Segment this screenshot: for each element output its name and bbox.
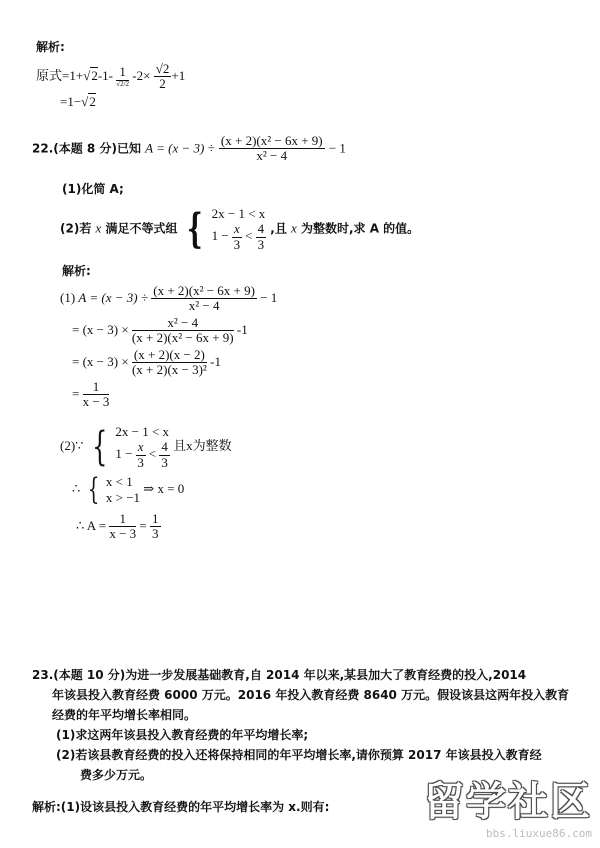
q23-sub2b: 费多少万元。 [80, 768, 153, 782]
sol22-p2-pre: (2)∵ [60, 437, 84, 453]
sol22-p4-a: ∴ A = [76, 517, 107, 533]
watermark-logo: 留学社区 [424, 779, 592, 825]
sol22-label: 解析: [62, 264, 91, 278]
prev-l1-prefix: 原式 [36, 67, 63, 83]
sol22-s4-frac [83, 380, 110, 410]
q22-p2-a: (2)若 [60, 221, 92, 236]
q22-stem [32, 134, 346, 164]
sol22-s2-tail: -1 [236, 321, 248, 337]
prev-l1-frac2 [154, 62, 172, 92]
prev-l2-sqrt: 2 [89, 94, 96, 109]
q23-line1: 23.(本题 10 分)为进一步发展基础教育,自 2014 年以来,某县加大了教育经费的投入,2014 [32, 668, 527, 682]
prev-l1-frac-den: √2/2 [116, 79, 130, 88]
prev-l1-e: +1 [171, 67, 186, 83]
sol22-part2 [60, 424, 232, 470]
q22-system [212, 206, 266, 252]
sol22-p2-frac1 [136, 440, 146, 470]
prev-l1-frac2-den: 2 [159, 76, 166, 92]
sol22-p2-sys2-a: 1 − [115, 446, 133, 462]
q22-part2 [60, 206, 419, 252]
sol22-p3-sys2: x > −1 [105, 490, 141, 506]
sol22-part3 [72, 474, 184, 507]
sol22-s2-a: = (x − 3) × [72, 321, 129, 337]
sol22-p2-system [115, 424, 169, 470]
sol22-s3-a: = (x − 3) × [72, 353, 129, 369]
sol22-s4-den: x − 3 [82, 394, 110, 410]
q22-p2-c: ,且 [270, 221, 287, 236]
q22-expr-tail: − 1 [328, 140, 346, 156]
sol22-part4 [76, 512, 161, 542]
sol22-s3-den: (x + 2)(x − 3)² [131, 362, 207, 378]
prev-solution-line2: =1−√2 [60, 94, 96, 109]
prev-l2-a: =1− [60, 94, 82, 109]
sol22-p2-frac2 [159, 440, 170, 470]
q22-sys2-frac1 [232, 222, 242, 252]
q22-sys2-gd: 3 [257, 236, 265, 252]
sol22-s3-frac [132, 348, 207, 378]
q22-sys2-lt: < [244, 228, 253, 244]
sol22-p2-sys2 [115, 440, 169, 470]
sol22-s1-frac [151, 284, 257, 314]
sol22-p2-lt: < [148, 446, 157, 462]
sol22-s3-num: (x + 2)(x − 2) [133, 347, 205, 362]
sol22-s2-frac [132, 316, 234, 346]
q22-intro: 已知 [116, 141, 141, 156]
q22-sys2-a: 1 − [211, 228, 229, 244]
sol22-s1-tail: − 1 [260, 289, 278, 305]
sol22-s4-a: = [72, 385, 80, 401]
q22-brace: { [186, 204, 203, 252]
prev-solution-line1: 原式=1+√2-1- $\frac{1}{√2/2}$ -2× $\frac{√2}{2}$ +1 [36, 61, 186, 92]
q22-sys1: 2x − 1 < x [211, 206, 266, 221]
sol22-step2 [72, 316, 248, 346]
sol22-s2-den: (x + 2)(x² − 6x + 9) [131, 330, 234, 346]
prev-l1-frac2-num: √2 [155, 61, 170, 76]
q22-sys2-fd: 3 [233, 236, 241, 252]
q22-p2-var2: x [291, 220, 297, 236]
watermark-url: bbs.liuxue86.com [486, 827, 592, 840]
q22-number: 22. [32, 141, 54, 156]
q23-sub1: (1)求这两年该县投入教育经费的年平均增长率; [56, 728, 309, 742]
q22-p2-b: 满足不等式组 [105, 221, 178, 236]
sol22-s4-num: 1 [83, 380, 110, 395]
prev-l1-a: =1+ [62, 67, 84, 83]
sol22-p2-gn: 4 [161, 439, 168, 455]
prev-l1-d: -2× [132, 67, 151, 83]
sol22-step1 [60, 284, 277, 314]
sol22-step3 [72, 348, 221, 378]
sol22-p3-sys1: x < 1 [105, 474, 133, 489]
sol22-p2-tail: 且x为整数 [173, 437, 232, 453]
sol22-p4-eq: = [139, 517, 147, 533]
sol22-p4-frac [109, 512, 136, 542]
q23-line2: 年该县投入教育经费 6000 万元。2016 年投入教育经费 8640 万元。假设该县这两年投入教育 [52, 688, 570, 702]
prev-l1-frac [116, 65, 129, 88]
q22-part1: (1)化简 A; [62, 182, 124, 196]
prev-l1-sqrt: 2 [91, 67, 98, 83]
sol22-p2-fn: x [137, 439, 144, 455]
sol22-p4-frac2 [150, 512, 161, 542]
prev-l1-frac-num: 1 [116, 65, 129, 80]
sol22-s1-a: A = (x − 3) ÷ [78, 289, 148, 305]
q22-p2-d: 为整数时,求 A 的值。 [300, 221, 420, 236]
sol22-p4-rn: 1 [152, 511, 159, 526]
sol22-s1-den: x² − 4 [188, 298, 220, 314]
prev-solution-label: 解析: [36, 40, 65, 54]
sol22-s1-num: (x + 2)(x² − 6x + 9) [153, 283, 255, 298]
q22-sys2-fn: x [233, 221, 240, 237]
q22-sys2-gn: 4 [257, 221, 265, 237]
sol22-p2-gd: 3 [161, 454, 168, 470]
sol22-step4 [72, 380, 109, 410]
sol22-s2-num: x² − 4 [132, 316, 234, 331]
sol22-s1-pre: (1) [60, 289, 76, 305]
q23-sub2a: (2)若该县教育经费的投入还将保持相同的年平均增长率,请你预算 2017 年该县投入教育经 [56, 748, 542, 762]
sol22-p4-rd: 3 [152, 526, 159, 542]
q22-expr-num: (x + 2)(x² − 6x + 9) [220, 133, 323, 148]
sol22-s3-tail: -1 [210, 353, 221, 369]
sol22-p4-num: 1 [109, 512, 136, 527]
q22-expr-a: A = (x − 3) ÷ [145, 140, 215, 156]
q22-expr-den: x² − 4 [256, 148, 288, 164]
q23-solution: 解析:(1)设该县投入教育经费的年平均增长率为 x.则有: [32, 800, 330, 814]
sol22-p2-fd: 3 [137, 454, 144, 470]
sol22-p3-tail: ⇒ x = 0 [143, 481, 185, 497]
sol22-p3-brace: { [87, 472, 99, 508]
sol22-p2-sys1: 2x − 1 < x [115, 424, 170, 439]
q22-p2-var: x [95, 220, 102, 236]
prev-l1-c: -1- [97, 67, 113, 83]
sol22-p4-den: x − 3 [109, 526, 137, 542]
sol22-p3-pre: ∴ [72, 481, 81, 497]
q23-line3: 经费的年平均增长率相同。 [52, 708, 197, 722]
q22-sys2-frac2 [256, 222, 267, 252]
watermark [424, 770, 592, 840]
q22-expr-frac [219, 134, 325, 164]
sol22-p3-system [106, 474, 140, 507]
q22-score: (本题 8 分) [53, 141, 117, 156]
sol22-p2-brace: { [91, 423, 108, 470]
q22-sys2 [212, 222, 266, 252]
